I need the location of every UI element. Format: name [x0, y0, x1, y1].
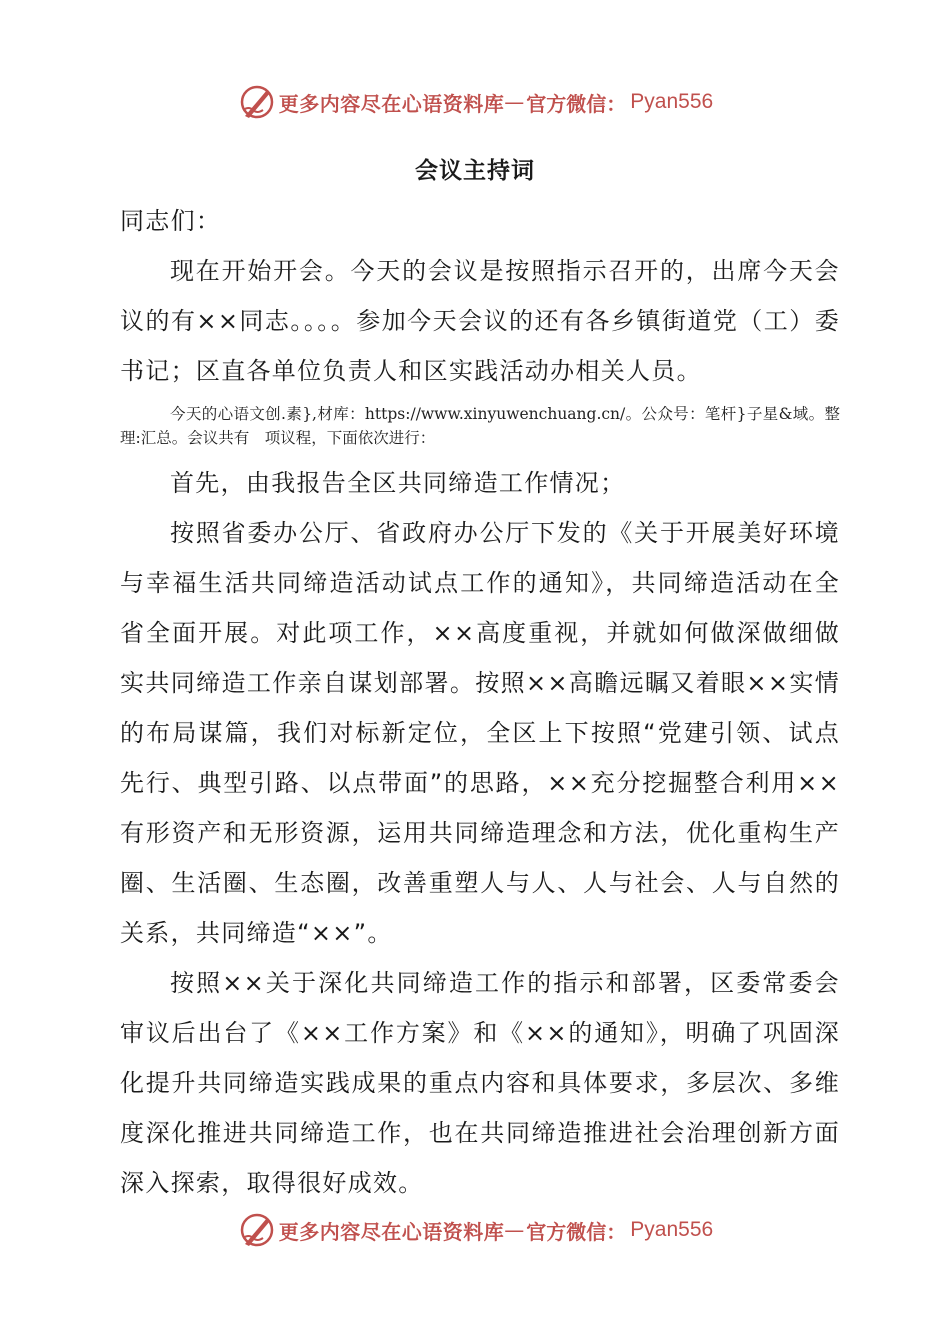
page-title: 会议主持词: [415, 158, 535, 184]
banner-wechat-id: Pyan556: [630, 1218, 714, 1241]
banner-wechat-label: 官方微信：: [526, 1219, 627, 1244]
banner-wechat-id: Pyan556: [630, 90, 714, 113]
footer-banner: [0, 1210, 950, 1250]
source-notice: 今天的心语文创.素},材库：https://www.xinyuwenchuang.cn/。公众号：笔杆}子星&域。整理:汇总。会议共有 项议程，下面依次进行：: [120, 405, 840, 447]
paragraph-opening: 现在开始开会。今天的会议是按照指示召开的，出席今天会议的有××同志。。。。参加今天会议的还有各乡镇街道党（工）委书记；区直各单位负责人和区实践活动办相关人员。: [120, 257, 840, 385]
document-body: [120, 196, 840, 1208]
header-banner: [0, 82, 950, 122]
banner-slogan: 更多内容尽在心语资料库: [278, 91, 505, 116]
salutation: 同志们：: [120, 207, 222, 235]
banner-wechat-label: 官方微信：: [526, 91, 627, 116]
banner-dash: —: [504, 1218, 525, 1242]
pen-logo-icon: [237, 1210, 277, 1250]
paragraph-measures: 按照××关于深化共同缔造工作的指示和部署，区委常委会审议后出台了《××工作方案》和《××的通知》，明确了巩固深化提升共同缔造实践成果的重点内容和具体要求，多层次、多维度深化推进共同缔造工作，也在共同缔造推进社会治理创新方面深入探索，取得很好成效。: [120, 969, 840, 1197]
paragraph-agenda-first: 首先，由我报告全区共同缔造工作情况；: [170, 469, 626, 497]
banner-slogan: 更多内容尽在心语资料库: [278, 1219, 505, 1244]
pen-logo-icon: [237, 82, 277, 122]
paragraph-background: 按照省委办公厅、省政府办公厅下发的《关于开展美好环境与幸福生活共同缔造活动试点工作的通知》，共同缔造活动在全省全面开展。对此项工作，××高度重视，并就如何做深做细做实共同缔造工作亲自谋划部署。按照××高瞻远瞩又着眼××实情的布局谋篇，我们对标新定位，全区上下按照“党建引领、试点先行、典型引路、以点带面”的思路，××充分挖掘整合利用××有形资产和无形资源，运用共同缔造理念和方法，优化重构生产圈、生活圈、生态圈，改善重塑人与人、人与社会、人与自然的关系，共同缔造“××”。: [120, 519, 840, 947]
banner-dash: —: [504, 90, 525, 114]
